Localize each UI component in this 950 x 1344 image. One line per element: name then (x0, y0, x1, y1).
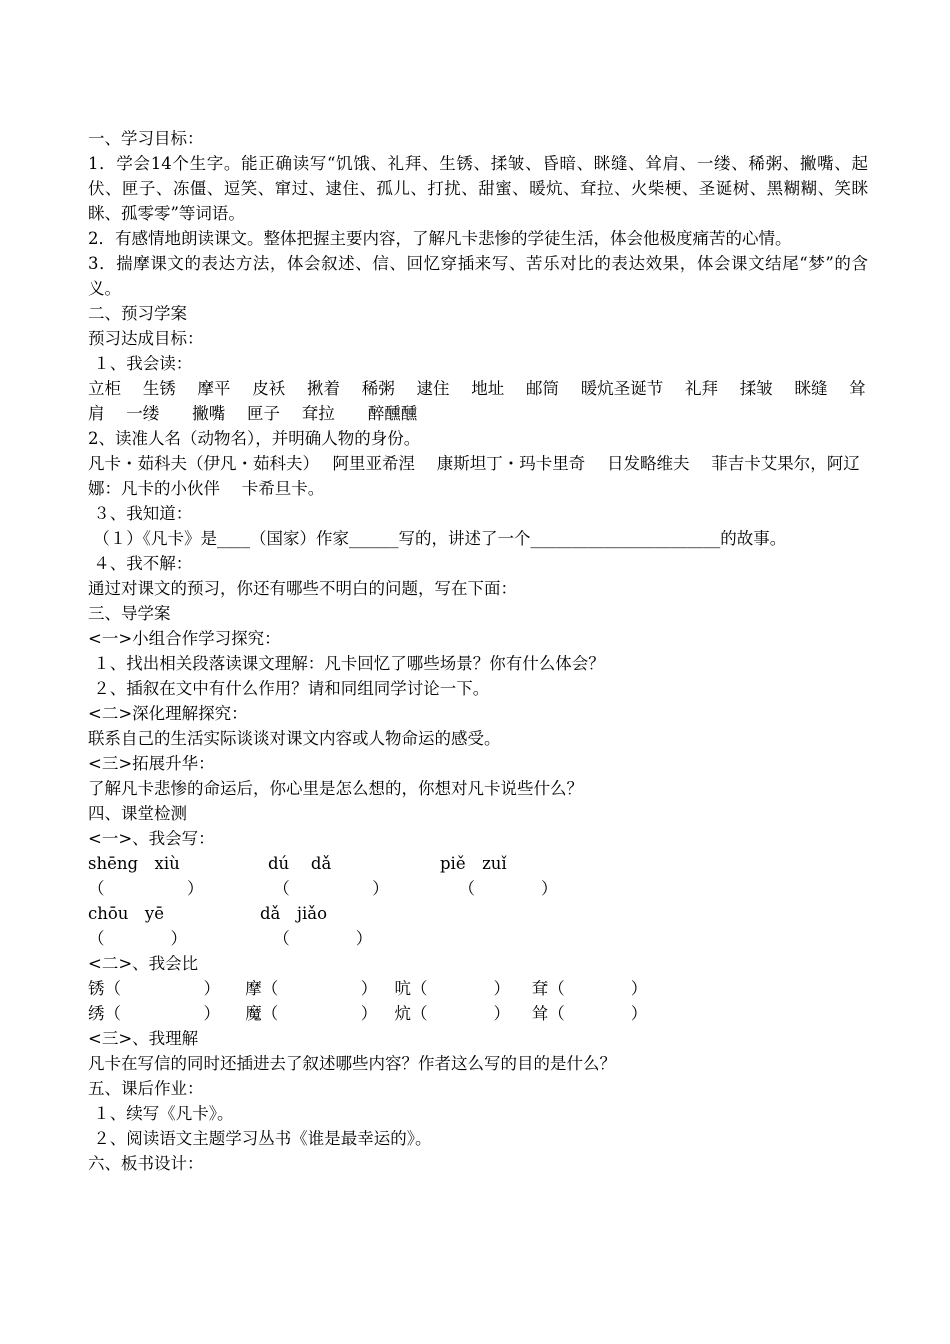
guide-question-1: １、找出相关段落读课文理解：凡卡回忆了哪些场景？你有什么体会？ (88, 654, 605, 673)
preview-item-unknown: ４、我不解： (88, 554, 193, 573)
answer-blank: （ ） (273, 879, 389, 898)
goal-item-1: 1．学会14个生字。能正确读写“饥饿、礼拜、生锈、揉皱、昏暗、眯缝、耸肩、一缕、稀粥、撇嘴、起伏、匣子、冻僵、逗笑、窜过、逮住、孤儿、打扰、甜蜜、暖炕、耷拉、火柴梗、圣诞树、黑糊糊、笑眯眯、孤零零”等词语。 (88, 154, 868, 223)
pinyin-item: dǎ jiǎo (260, 904, 328, 923)
homework-item-2: ２、阅读语文主题学习丛书《谁是最幸运的》。 (88, 1129, 432, 1148)
section-heading-preview: 二、预习学案 (88, 304, 187, 323)
compare-item: 绣（ ） (88, 1004, 220, 1023)
pinyin-item: piě zuǐ (440, 854, 507, 873)
compare-item: 炕（ ） (394, 1004, 510, 1023)
blank-row-2 (88, 926, 868, 951)
pinyin-item: shēng xiù (88, 854, 180, 873)
answer-blank: （ ） (458, 879, 558, 898)
compare-row-2 (88, 1001, 868, 1026)
unknown-prompt: 通过对课文的预习，你还有哪些不明白的问题，写在下面： (88, 579, 517, 598)
answer-blank: （ ） (88, 929, 187, 948)
blank-row-1 (88, 876, 868, 901)
goal-item-3: 3．揣摩课文的表达方法，体会叙述、信、回忆穿插来写、苦乐对比的表达效果，体会课文结尾“梦”的含义。 (88, 254, 868, 298)
answer-blank: （ ） (273, 929, 373, 948)
preview-goal-label: 预习达成目标： (88, 329, 204, 348)
section-heading-test: 四、课堂检测 (88, 804, 187, 823)
guide-text-3: 了解凡卡悲惨的命运后，你心里是怎么想的，你想对凡卡说些什么？ (88, 779, 583, 798)
test-sub-write: <一>、我会写： (88, 829, 215, 848)
document-body (88, 126, 868, 1176)
character-names: 凡卡・茹科夫（伊凡・茹科夫） 阿里亚希涅 康斯坦丁・玛卡里奇 日发略维夫 菲吉卡艾果尔，阿辽娜：凡卡的小伙伴 卡希旦卡。 (88, 454, 860, 498)
section-heading-board: 六、板书设计： (88, 1154, 204, 1173)
compare-item: 耷（ ） (531, 979, 648, 998)
section-heading-guide: 三、导学案 (88, 604, 171, 623)
guide-sub-2: <二>深化理解探究： (88, 704, 248, 723)
guide-sub-3: <三>拓展升华： (88, 754, 215, 773)
vocab-words: 立柜 生锈 摩平 皮袄 揪着 稀粥 逮住 地址 邮筒 暖炕圣诞节 礼拜 揉皱 眯缝 耸肩 一缕 撇嘴 匣子 耷拉 醉醺醺 (88, 379, 866, 423)
guide-sub-1: <一>小组合作学习探究： (88, 629, 281, 648)
answer-blank: （ ） (88, 879, 204, 898)
compare-row-1 (88, 976, 868, 1001)
understand-question: 凡卡在写信的同时还插进去了叙述哪些内容？作者这么写的目的是什么？ (88, 1054, 616, 1073)
preview-item-names: 2、读准人名（动物名），并明确人物的身份。 (88, 429, 421, 448)
compare-item: 耸（ ） (531, 1004, 648, 1023)
compare-item: 锈（ ） (88, 979, 220, 998)
pinyin-row-1 (88, 851, 868, 876)
guide-text-2: 联系自己的生活实际谈谈对课文内容或人物命运的感受。 (88, 729, 501, 748)
guide-question-2: ２、插叙在文中有什么作用？请和同组同学讨论一下。 (88, 679, 490, 698)
section-heading-homework: 五、课后作业： (88, 1079, 204, 1098)
compare-item: 吭（ ） (394, 979, 510, 998)
pinyin-item: chōu yē (88, 904, 165, 923)
test-sub-understand: <三>、我理解 (88, 1029, 199, 1048)
preview-item-know: ３、我知道： (88, 504, 193, 523)
compare-item: 魔（ ） (245, 1004, 378, 1023)
goal-item-2: 2．有感情地朗读课文。整体把握主要内容，了解凡卡悲惨的学徒生活，体会他极度痛苦的心情。 (88, 229, 792, 248)
pinyin-item: dú dǎ (268, 854, 332, 873)
test-sub-compare: <二>、我会比 (88, 954, 199, 973)
pinyin-row-2 (88, 901, 868, 926)
fill-in-question: （１）《凡卡》是____（国家）作家______写的，讲述了一个_______________________的故事。 (88, 529, 787, 548)
section-heading-goals: 一、学习目标： (88, 129, 204, 148)
compare-item: 摩（ ） (245, 979, 378, 998)
preview-item-read: １、我会读： (88, 354, 193, 373)
homework-item-1: １、续写《凡卡》。 (88, 1104, 234, 1123)
